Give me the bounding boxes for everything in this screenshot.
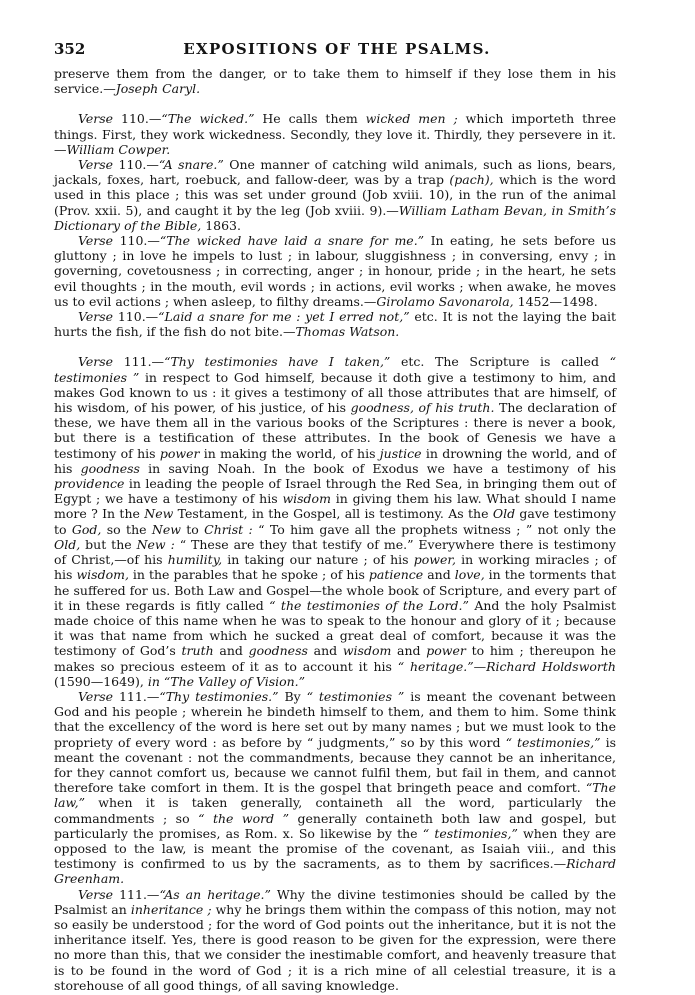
running-title: EXPOSITIONS OF THE PSALMS. — [183, 40, 491, 58]
paragraph-verse-110-cowper: Verse 110.—“The wicked.” He calls them wicked men ; which importeth three things. First, they work wickedness. Secondly, they love it. Thirdly, they persevere in it.—William Cowper. — [54, 111, 616, 157]
paragraph-verse-110-bevan: Verse 110.—“A snare.” One manner of catching wild animals, such as lions, bears, jackals, foxes, hart, roebuck, and fallow-deer, was by a trap (pach), which is the word used in this place ; this was set under ground (Job xviii. 10), in the run of the animal (Prov. xxii. 5), and caught it by the leg (Job xviii. 9).—William Latham Bevan, in Smith’s Dictionary of the Bible, 1863. — [54, 157, 617, 233]
paragraph-verse-110-watson: Verse 110.—“Laid a snare for me : yet I erred not,” etc. It is not the laying the bait hurts the fish, if the fish do not bite.—Thomas Watson. — [54, 309, 616, 340]
paragraph-caryl: preserve them from the danger, or to take them to himself if they lose them in his service.—Joseph Caryl. — [54, 66, 616, 97]
body-text — [54, 66, 616, 993]
paragraph-verse-110-savonarola: Verse 110.—“The wicked have laid a snare for me.” In eating, he sets before us gluttony ; in love he impels to lust ; in labour, sluggishness ; in conversing, envy ; in governing, covetousness ; in correcting, anger ; in honour, pride ; in the heart, he sets evil thoughts ; in the mouth, evil words ; in actions, evil works ; when awake, he moves us to evil actions ; when asleep, to filthy dreams.—Girolamo Savonarola, 1452—1498. — [54, 233, 616, 309]
page-header — [54, 40, 620, 62]
paragraph-verse-111-holdsworth: Verse 111.—“Thy testimonies have I taken,” etc. The Scripture is called “ testimonies ” in respect to God himself, because it doth give a testimony to him, and makes God known to us : it gives a testimony of all those attributes that are himself, of his wisdom, of his power, of his justice, of his goodness, of his truth. The declaration of these, we have them all in the various books of the Scriptures : there is never a book, but there is a testification of these attributes. In the book of Genesis we have a testimony of his power in making the world, of his justice in drowning the world, and of his goodness in saving Noah. In the book of Exodus we have a testimony of his providence in leading the people of Israel through the Red Sea, in bringing them out of Egypt ; we have a testimony of his wisdom in giving them his law. What should I name more ? In the New Testament, in the Gospel, all is testimony. As the Old gave testimony to God, so the New to Christ : “ To him gave all the prophets witness ; ” not only the Old, but the New : “ These are they that testify of me.” Everywhere there is testimony of Christ,—of his humility, in taking our nature ; of his power, in working miracles ; of his wisdom, in the parables that he spoke ; of his patience and love, in the torments that he suffered for us. Both Law and Gospel—the whole book of Scripture, and every part of it in these regards is fitly called “ the testimonies of the Lord.” And the holy Psalmist made choice of this name when he was to speak to the honour and glory of it ; because it was that name from which he sucked a great deal of comfort, because it was the testimony of God’s truth and goodness and wisdom and power to him ; thereupon he makes so precious esteem of it as to account it his “ heritage.”—Richard Holdsworth (1590—1649), in “The Valley of Vision.” — [54, 354, 617, 689]
page-number: 352 — [54, 40, 86, 58]
paragraph-verse-111-heritage: Verse 111.—“As an heritage.” Why the divine testimonies should be called by the Psalmist an inheritance ; why he brings them within the compass of this notion, may not so easily be understood ; for the word of God points out the inheritance, but it is not the inheritance itself. Yes, there is good reason to be given for the expression, were there no more than this, that we consider the inestimable comfort, and heavenly treasure that is to be found in the word of God ; it is a rich mine of all celestial treasure, it is a storehouse of all good things, of all saving knowledge. — [54, 886, 616, 993]
paragraph-verse-111-greenham: Verse 111.—“Thy testimonies.” By “ testimonies ” is meant the covenant between God and his people ; wherein he bindeth himself to them, and them to him. Some think that the excellency of the word is here set out by many names ; but we must look to the propriety of every word : as before by “ judgments,” so by this word “ testimonies,” is meant the covenant : not the commandments, because they cannot be an inheritance, for they cannot comfort us, because we cannot fulfil them, but fail in them, and cannot therefore take comfort in them. It is the gospel that bringeth peace and comfort. “The law,” when it is taken generally, containeth all the word, particularly the commandments ; so “ the word ” generally containeth both law and gospel, but particularly the promises, as Rom. x. So likewise by the “ testimonies,” when they are opposed to the law, is meant the promise of the covenant, as Isaiah viii., and this testimony is confirmed to us by the sacraments, as to them by sacrifices.—Richard Greenham. — [54, 688, 617, 887]
